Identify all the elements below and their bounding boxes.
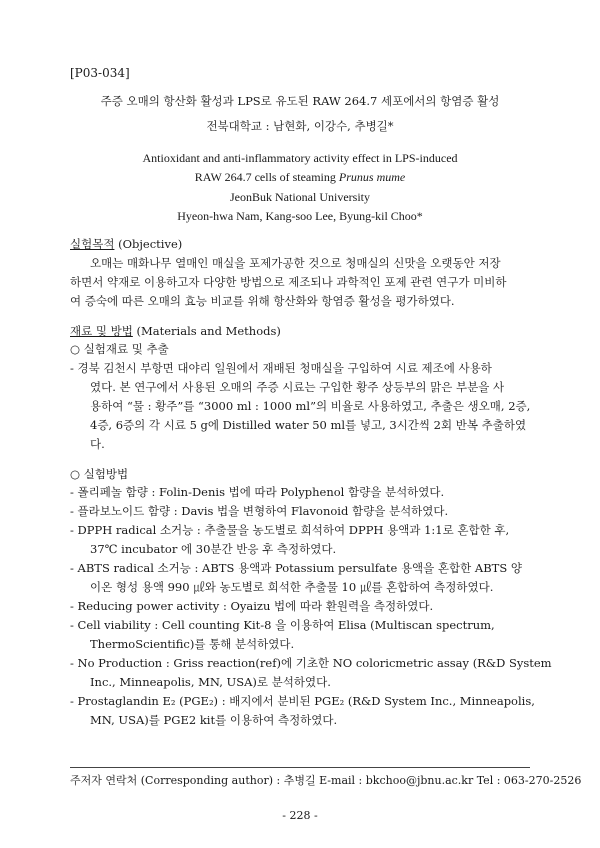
korean-authors: 전북대학교 : 남현화, 이강수, 추병길*: [206, 119, 394, 133]
korean-title: 주증 오매의 항산화 활성과 LPS로 유도된 RAW 264.7 세포에서의 항염증 활성: [100, 94, 500, 108]
method-line: 37℃ incubator 에 30분간 반응 후 측정하였다.: [90, 542, 337, 556]
abstract-code: [P03-034]: [70, 66, 130, 80]
method-line: - No Production : Griss reaction(ref)에 기초한 NO coloricmetric assay (R&D System: [70, 656, 552, 670]
materials-line: 용하여 “물 : 황주”를 “3000 ml : 1000 ml”의 비율로 사용하였고, 추출은 생오매, 2증,: [90, 399, 531, 413]
materials-line: - 경북 김천시 부항면 대야리 일원에서 재배된 청매실을 구입하여 시료 제조에 사용하: [70, 361, 492, 375]
method-line: - Cell viability : Cell counting Kit-8 을 이용하여 Elisa (Multiscan spectrum,: [70, 618, 495, 632]
english-authors: Hyeon-hwa Nam, Kang-soo Lee, Byung-kil Choo*: [177, 209, 423, 223]
method-line: - 폴리페놀 함량 : Folin-Denis 법에 따라 Polyphenol 함량을 분석하였다.: [70, 485, 445, 499]
objective-heading-en: (Objective): [114, 237, 183, 251]
materials-subheading: ○ 실험재료 및 추출: [70, 342, 169, 356]
species-name: Prunus mume: [338, 170, 406, 184]
methods-heading-en: (Materials and Methods): [132, 324, 281, 338]
method-line: Inc., Minneapolis, MN, USA)로 분석하였다.: [90, 675, 331, 689]
objective-line: 오매는 매화나무 열매인 매실을 포제가공한 것으로 청매실의 신맛을 오랫동안 저장: [90, 256, 501, 270]
materials-line: 다.: [90, 437, 105, 451]
english-university: JeonBuk National University: [230, 190, 370, 204]
objective-heading: [70, 236, 182, 252]
method-line: MN, USA)를 PGE2 kit를 이용하여 측정하였다.: [90, 713, 338, 727]
method-line: - ABTS radical 소거능 : ABTS 용액과 Potassium persulfate 용액을 혼합한 ABTS 양: [70, 561, 522, 575]
objective-line: 여 증숙에 따른 오매의 효능 비교를 위해 항산화와 항염증 활성을 평가하였다.: [70, 294, 455, 308]
materials-line: 4증, 6증의 각 시료 5 g에 Distilled water 50 ml를 넣고, 3시간씩 2회 반복 추출하였: [90, 418, 527, 432]
footer-divider: [70, 767, 530, 768]
method-line: 이온 형성 용액 990 ㎕와 농도별로 희석한 추출물 10 ㎕를 혼합하여 측정하였다.: [90, 580, 494, 594]
objective-heading-ko: 실험목적: [70, 237, 115, 251]
english-title-prefix: RAW 264.7 cells of steaming: [194, 170, 339, 184]
methods-heading: [70, 323, 281, 339]
method-line: - 플라보노이드 함량 : Davis 법을 변형하여 Flavonoid 함량을 분석하였다.: [70, 504, 449, 518]
corresponding-author: 주저자 연락처 (Corresponding author) : 추병길 E-mail : bkchoo@jbnu.ac.kr Tel : 063-270-2526: [70, 774, 582, 787]
page-number: - 228 -: [282, 809, 318, 822]
method-line: - Reducing power activity : Oyaizu 법에 따라 환원력을 측정하였다.: [70, 599, 434, 613]
method-line: - Prostaglandin E₂ (PGE₂) : 배지에서 분비된 PGE₂ (R&D System Inc., Minneapolis,: [70, 694, 535, 708]
methods-heading-ko: 재료 및 방법: [70, 324, 133, 338]
method-line: - DPPH radical 소거능 : 추출물을 농도별로 희석하여 DPPH 용액과 1:1로 혼합한 후,: [70, 523, 510, 537]
materials-line: 였다. 본 연구에서 사용된 오매의 주증 시료는 구입한 황주 상등부의 맑은 부분을 사: [90, 380, 505, 394]
english-title-line1: Antioxidant and anti-inflammatory activity effect in LPS-induced: [142, 151, 458, 165]
method-line: ThermoScientific)를 통해 분석하였다.: [90, 637, 295, 651]
methods-subheading: ○ 실험방법: [70, 467, 129, 481]
objective-line: 하면서 약재로 이용하고자 다양한 방법으로 제조되나 과학적인 포제 관련 연구가 미비하: [70, 275, 507, 289]
english-title-line2: [60, 170, 540, 185]
